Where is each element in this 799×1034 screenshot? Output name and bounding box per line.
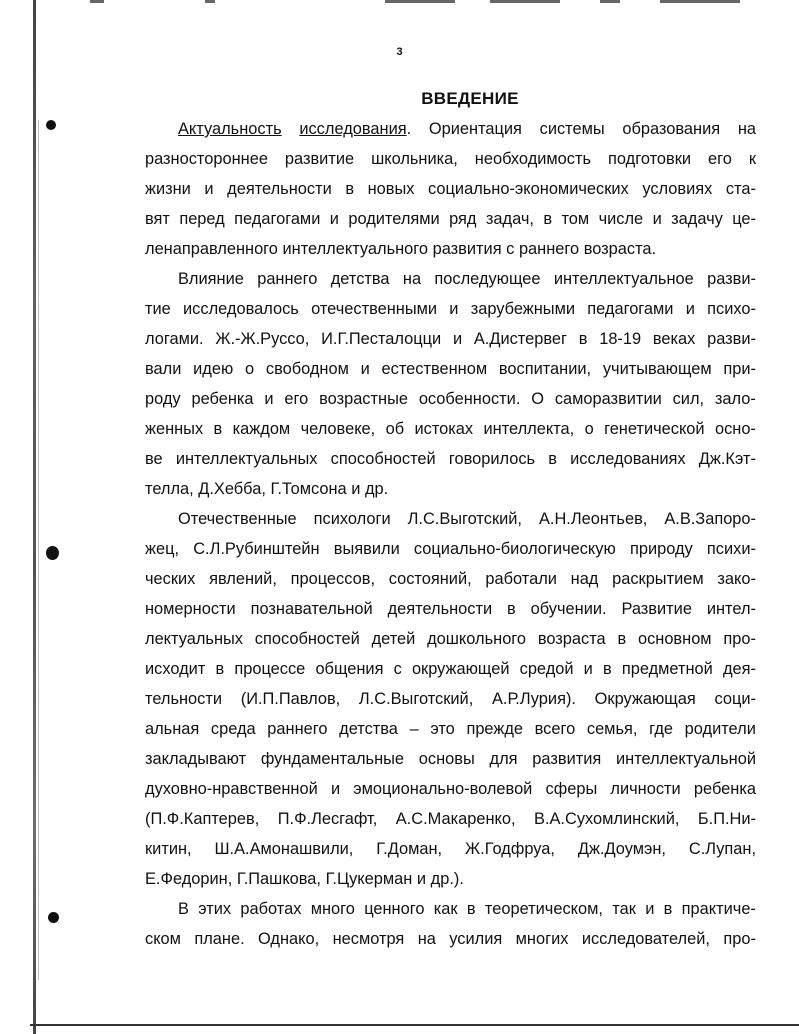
- word: и: [645, 900, 655, 918]
- text-line: [145, 834, 756, 864]
- word: психи-: [706, 540, 756, 558]
- word: развитие: [284, 150, 355, 168]
- word: и: [204, 180, 214, 198]
- word: Г.Пашкова,: [236, 870, 321, 888]
- word: педагогами: [234, 210, 321, 228]
- word: системы: [539, 120, 605, 138]
- text-line: [145, 264, 756, 294]
- word: ценного: [364, 900, 425, 918]
- word: природу: [629, 540, 693, 558]
- ink-blot: [48, 912, 59, 923]
- word: его: [708, 150, 732, 168]
- word: естественном: [381, 360, 488, 378]
- word: при-: [723, 360, 756, 378]
- word: и: [329, 210, 339, 228]
- word: ребенка: [191, 390, 254, 408]
- text-line: [145, 414, 756, 444]
- word: основном: [637, 630, 712, 648]
- word: 18-19: [599, 330, 642, 348]
- word: возрастные: [319, 390, 408, 408]
- word: тие: [145, 300, 171, 318]
- word: Л.С.Выготский,: [358, 690, 474, 708]
- word: усилия: [449, 930, 503, 948]
- word: разностороннее: [145, 150, 268, 168]
- text-line: [145, 894, 756, 924]
- word: сил,: [672, 390, 705, 408]
- word: интеллектуальных: [175, 450, 318, 468]
- word: С.Лупан,: [688, 840, 756, 858]
- word: психологи: [313, 510, 391, 528]
- word: А.В.Запоро-: [664, 510, 756, 528]
- word: работах: [240, 900, 302, 918]
- text-line: [145, 174, 756, 204]
- word: Л.С.Выготский,: [407, 510, 522, 528]
- word: (П.Ф.Каптерев,: [145, 810, 260, 828]
- word: жизни: [145, 180, 191, 198]
- word: Окружающая: [594, 690, 696, 708]
- word: разви-: [707, 270, 756, 288]
- word: плане.: [194, 930, 245, 948]
- word: Б.П.Ни-: [697, 810, 756, 828]
- word: с: [506, 240, 515, 258]
- word: обучении.: [530, 600, 607, 618]
- word: –: [409, 720, 419, 738]
- word: на: [402, 270, 422, 288]
- word: последующее: [434, 270, 541, 288]
- word: закладывают: [145, 750, 247, 768]
- word: Г.Цукерман: [325, 870, 413, 888]
- word: в: [213, 420, 223, 438]
- text-line: [145, 654, 756, 684]
- word: разви-: [707, 330, 756, 348]
- word: работали: [485, 570, 557, 588]
- word: необходимость: [474, 150, 592, 168]
- word: Е.Федорин,: [145, 870, 233, 888]
- text-line: [145, 234, 756, 264]
- word: раннего: [518, 240, 580, 258]
- ink-blot: [46, 120, 56, 130]
- word: С.Л.Рубинштейн: [193, 540, 320, 558]
- word: генетической: [604, 420, 705, 438]
- word: несмотря: [332, 930, 405, 948]
- word: новых: [367, 180, 415, 198]
- word: фундаментальные: [260, 750, 405, 768]
- word: тельности: [145, 690, 223, 708]
- word: условиях: [642, 180, 713, 198]
- word: Отечественные: [178, 510, 297, 528]
- word: осно-: [714, 420, 756, 438]
- word: родителями: [348, 210, 440, 228]
- scan-top-mark: [600, 0, 620, 3]
- word: деятельности: [387, 600, 493, 618]
- word: говорилось: [448, 450, 536, 468]
- word: задач,: [485, 210, 534, 228]
- word: многих: [515, 930, 569, 948]
- word: образования: [622, 120, 721, 138]
- word: исследованиях: [570, 450, 686, 468]
- word: отечественными: [311, 300, 438, 318]
- text-line: [145, 204, 756, 234]
- word: общения: [315, 660, 384, 678]
- word: и: [583, 660, 593, 678]
- word: и: [452, 330, 463, 348]
- word: интеллекта,: [483, 420, 575, 438]
- word: (И.П.Павлов,: [240, 690, 341, 708]
- body-text: [145, 114, 756, 954]
- word: познавательной: [250, 600, 373, 618]
- text-line: [145, 354, 756, 384]
- scan-bottom-edge: [30, 1024, 799, 1026]
- word: альная: [145, 720, 200, 738]
- word: задачу: [671, 210, 723, 228]
- word: В.А.Сухомлинский,: [534, 810, 680, 828]
- text-line: [145, 594, 756, 624]
- word: числе: [598, 210, 644, 228]
- word: зало-: [714, 390, 756, 408]
- word: это: [430, 720, 455, 738]
- word: способностей: [330, 450, 436, 468]
- word: соци-: [714, 690, 756, 708]
- word: вали: [145, 360, 182, 378]
- text-line: [145, 504, 756, 534]
- word: исследователей,: [581, 930, 710, 948]
- word: способностей: [254, 630, 360, 648]
- ink-blot: [46, 546, 59, 560]
- word: ряд: [449, 210, 477, 228]
- word: человеке,: [300, 420, 376, 438]
- word: состояний,: [388, 570, 472, 588]
- word: практиче-: [681, 900, 756, 918]
- word: на: [417, 930, 436, 948]
- word: над: [570, 570, 599, 588]
- word: зако-: [717, 570, 756, 588]
- word: и: [360, 360, 370, 378]
- word: в: [602, 660, 612, 678]
- word: среда: [210, 720, 256, 738]
- word: и: [264, 390, 274, 408]
- word: деятельности: [227, 180, 332, 198]
- word: А.С.Макаренко,: [395, 810, 516, 828]
- word: Ш.А.Амонашвили,: [214, 840, 354, 858]
- word: развития: [532, 750, 602, 768]
- text-line: [145, 804, 756, 834]
- word: и: [351, 480, 361, 498]
- text-line: [145, 444, 756, 474]
- word: в: [345, 180, 355, 198]
- word: ческих: [145, 570, 196, 588]
- word: об: [385, 420, 405, 438]
- word: А.Н.Леонтьев,: [538, 510, 648, 528]
- word: в: [578, 330, 588, 348]
- word: теоретическом,: [484, 900, 603, 918]
- word: женных: [145, 420, 204, 438]
- text-line: [145, 774, 756, 804]
- word: идею: [193, 360, 234, 378]
- word: социально-экономических: [428, 180, 629, 198]
- word: процессе: [234, 660, 306, 678]
- page-title: ВВЕДЕНИЕ: [421, 89, 519, 108]
- word: подготовки: [608, 150, 692, 168]
- word: телла,: [145, 480, 194, 498]
- word: окружающей: [411, 660, 510, 678]
- text-line: [145, 924, 756, 954]
- word: Влияние: [178, 270, 244, 288]
- word: раннего: [257, 270, 318, 288]
- word: вят: [145, 210, 170, 228]
- word: воспитании,: [498, 360, 592, 378]
- word: семья,: [586, 720, 638, 738]
- word: детства: [330, 270, 390, 288]
- word: в: [466, 900, 476, 918]
- text-line: [145, 864, 756, 894]
- word: роду: [145, 390, 181, 408]
- word: личности: [610, 780, 681, 798]
- word: и: [685, 300, 695, 318]
- word: в: [507, 600, 516, 618]
- word: лектуальных: [145, 630, 243, 648]
- word: ребенка: [693, 780, 756, 798]
- word: возраста.: [583, 240, 657, 258]
- word: интел-: [706, 600, 756, 618]
- word: учитывающем: [602, 360, 712, 378]
- word: в: [663, 900, 673, 918]
- word: и: [449, 300, 459, 318]
- word: исследовалось: [183, 300, 299, 318]
- word: Развитие: [621, 600, 692, 618]
- word: Д.Хебба,: [198, 480, 266, 498]
- word: каждом: [232, 420, 291, 438]
- word: детства: [339, 720, 398, 738]
- text-line: [145, 744, 756, 774]
- word: этих: [198, 900, 232, 918]
- word: интеллектуальное: [553, 270, 694, 288]
- word: др.).: [430, 870, 464, 888]
- scan-top-mark: [205, 0, 215, 3]
- word: китин,: [145, 840, 192, 858]
- word: Актуальность: [178, 120, 282, 138]
- word: основы: [418, 750, 475, 768]
- word: том: [561, 210, 590, 228]
- text-line: [145, 714, 756, 744]
- word: детей: [371, 630, 416, 648]
- word: И.Г.Песталоцци: [321, 330, 442, 348]
- word: средой: [519, 660, 574, 678]
- word: интеллектуального: [282, 240, 429, 258]
- word: свободном: [265, 360, 349, 378]
- word: ве: [145, 450, 163, 468]
- word: и: [416, 870, 427, 888]
- word: Г.Томсона: [270, 480, 347, 498]
- word: всего: [534, 720, 576, 738]
- scan-top-mark: [385, 0, 455, 3]
- word: Дж.Доумэн,: [577, 840, 666, 858]
- word: жец,: [145, 540, 180, 558]
- word: Однако,: [258, 930, 320, 948]
- word: Дж.Кэт-: [698, 450, 756, 468]
- word: с: [393, 660, 402, 678]
- word: ста-: [725, 180, 756, 198]
- scan-left-edge: [33, 0, 36, 1034]
- word: О: [531, 390, 544, 408]
- word: ском: [145, 930, 181, 948]
- word: к: [748, 150, 756, 168]
- word: много: [310, 900, 355, 918]
- word: Ж.-Ж.Руссо,: [215, 330, 310, 348]
- word: перед: [179, 210, 225, 228]
- word: номерности: [145, 600, 236, 618]
- scan-top-mark: [490, 0, 560, 3]
- word: А.Дистервег: [473, 330, 567, 348]
- text-line: [145, 294, 756, 324]
- word: психо-: [707, 300, 756, 318]
- word: предметной: [621, 660, 713, 678]
- word: о: [245, 360, 255, 378]
- text-line: [145, 684, 756, 714]
- word: духовно-нравственной: [145, 780, 318, 798]
- word: Г.Доман,: [376, 840, 443, 858]
- word: дошкольного: [427, 630, 527, 648]
- word: в: [215, 660, 225, 678]
- word: школьника,: [371, 150, 458, 168]
- word: эмоционально-волевой: [353, 780, 533, 798]
- word: Ориентация: [428, 120, 522, 138]
- text-line: [145, 324, 756, 354]
- word: Ж.Годфруа,: [465, 840, 555, 858]
- word: раскрытием: [612, 570, 704, 588]
- word: логами.: [145, 330, 204, 348]
- text-line: [145, 564, 756, 594]
- word: в: [548, 450, 557, 468]
- word: др.: [364, 480, 389, 498]
- word: так: [612, 900, 636, 918]
- text-line: [145, 534, 756, 564]
- text-line: [145, 144, 756, 174]
- word: особенности.: [418, 390, 521, 408]
- page-number: 3: [396, 46, 403, 58]
- word: явлений,: [209, 570, 277, 588]
- word: где: [649, 720, 673, 738]
- word: исходит: [145, 660, 206, 678]
- word: дея-: [722, 660, 756, 678]
- word: педагогами: [587, 300, 674, 318]
- word: В: [178, 900, 189, 918]
- word: как: [433, 900, 458, 918]
- word: истоках: [414, 420, 474, 438]
- word: развития: [432, 240, 502, 258]
- word: сферы: [545, 780, 598, 798]
- word: его: [284, 390, 309, 408]
- text-line: [145, 384, 756, 414]
- word: прежде: [466, 720, 524, 738]
- word: интеллектуальной: [616, 750, 756, 768]
- scan-top-mark: [90, 0, 104, 3]
- text-line: [145, 114, 756, 144]
- word: родители: [684, 720, 756, 738]
- word: возраста: [537, 630, 606, 648]
- word: про-: [723, 630, 756, 648]
- text-line: [145, 624, 756, 654]
- word: на: [737, 120, 756, 138]
- word: и: [330, 780, 341, 798]
- word: исследования.: [299, 120, 412, 138]
- word: и: [652, 210, 662, 228]
- word: це-: [732, 210, 756, 228]
- scan-top-mark: [660, 0, 740, 3]
- word: веках: [652, 330, 696, 348]
- word: ленаправленного: [145, 240, 278, 258]
- word: выявили: [333, 540, 400, 558]
- word: про-: [723, 930, 756, 948]
- word: в: [543, 210, 553, 228]
- word: для: [489, 750, 518, 768]
- word: о: [584, 420, 594, 438]
- word: П.Ф.Лесгафт,: [277, 810, 378, 828]
- word: зарубежными: [470, 300, 576, 318]
- scan-left-edge-inner: [38, 120, 39, 980]
- word: раннего: [267, 720, 328, 738]
- word: социально-биологическую: [413, 540, 616, 558]
- word: процессов,: [290, 570, 376, 588]
- text-line: [145, 474, 756, 504]
- word: саморазвитии: [554, 390, 662, 408]
- word: в: [617, 630, 627, 648]
- word: А.Р.Лурия).: [491, 690, 576, 708]
